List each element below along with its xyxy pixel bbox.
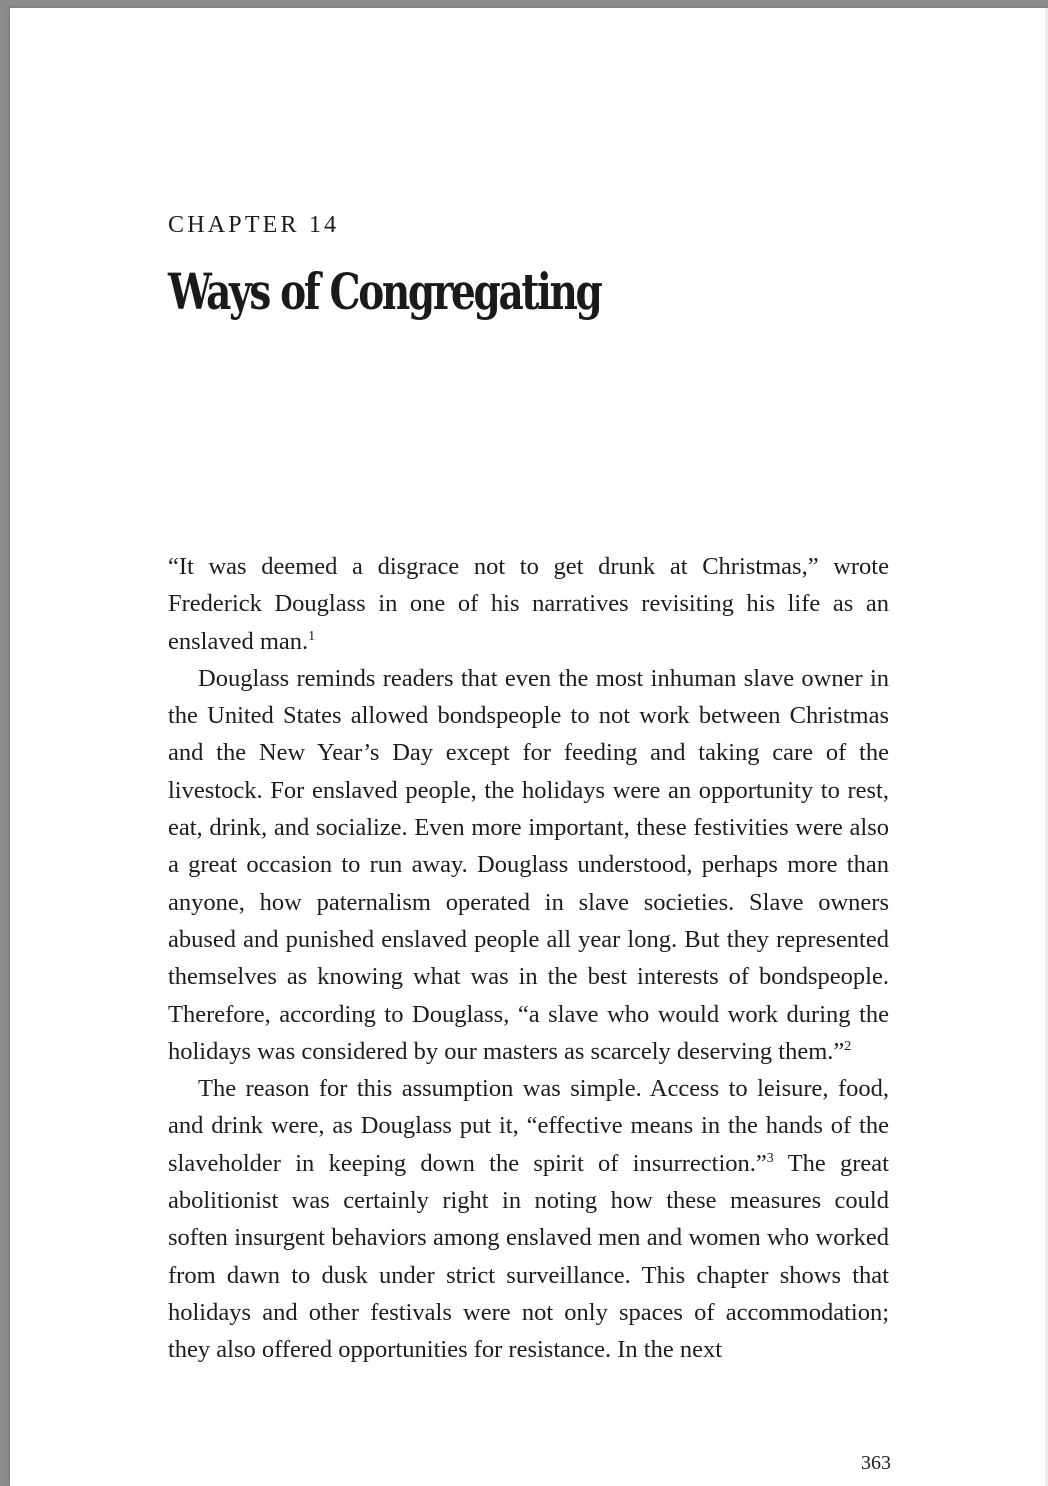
footnote-marker-3[interactable]: 3 (766, 1150, 774, 1166)
footnote-marker-1[interactable]: 1 (308, 628, 316, 644)
paragraph-3 (168, 1070, 889, 1368)
paragraph-2 (168, 660, 889, 1070)
footnote-marker-2[interactable]: 2 (844, 1038, 852, 1054)
body-text (168, 548, 889, 1369)
document-page (10, 8, 1048, 1486)
paragraph-text-continued: The great abolitionist was certainly right in noting how these measures could soften insurgent behaviors among enslaved men and women who worked from dawn to dusk under strict surveillance. This chapter shows that holidays and other festivals were not only spaces of accommodation; they also offered opportunities for resistance. In the next (168, 1149, 889, 1364)
paragraph-text: The reason for this assumption was simple. Access to leisure, food, and drink were, as Douglass put it, “effective means in the hands of the slaveholder in keeping down the spirit of insurrection.” (168, 1075, 889, 1177)
chapter-title: Ways of Congregating (168, 262, 601, 321)
paragraph-1 (168, 548, 889, 660)
page-number: 363 (861, 1452, 891, 1474)
paragraph-text: Douglass reminds readers that even the most inhuman slave owner in the United States allowed bondspeople to not work between Christmas and the New Year’s Day except for feeding and taking care of the livestock. For enslaved people, the holidays were an opportunity to rest, eat, drink, and socialize. Even more important, these festivities were also a great occasion to run away. Douglass understood, perhaps more than anyone, how paternalism operated in slave societies. Slave owners abused and punished enslaved people all year long. But they represented themselves as knowing what was in the best interests of bondspeople. Therefore, according to Douglass, “a slave who would work during the holidays was considered by our masters as scarcely deserving them.” (168, 664, 889, 1065)
chapter-label: CHAPTER 14 (168, 212, 340, 238)
paragraph-text: “It was deemed a disgrace not to get drunk at Christmas,” wrote Frederick Douglass in one of his narratives revisiting his life as an enslaved man. (168, 553, 889, 655)
